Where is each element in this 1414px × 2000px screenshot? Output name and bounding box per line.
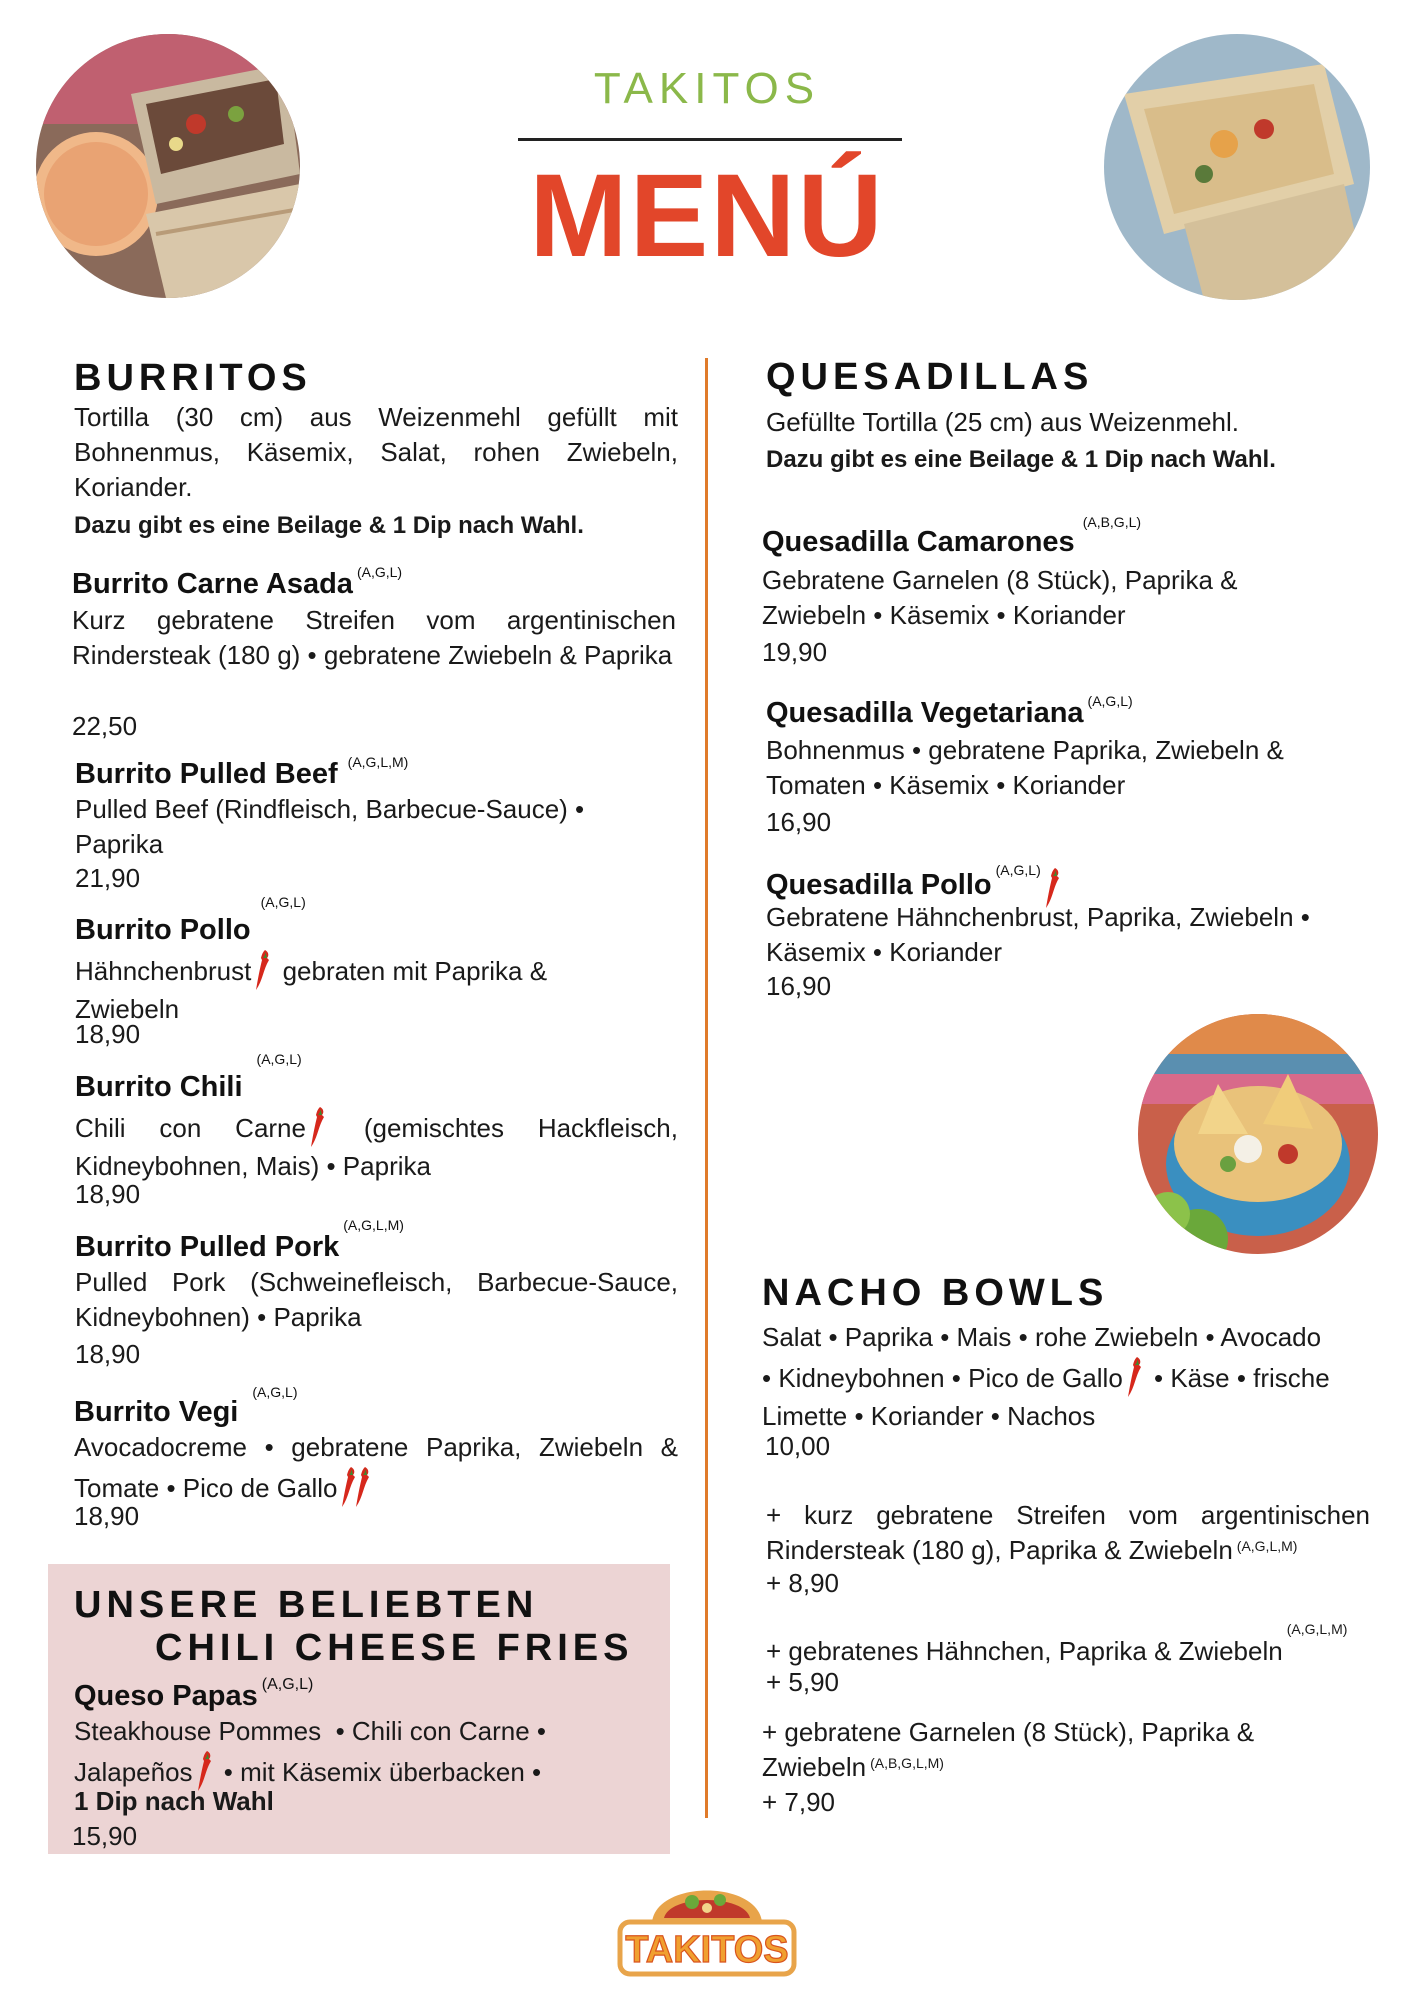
addon-item: + gebratenes Hähnchen, Paprika & Zwiebeln$^{(A,G,L,M)}$: [766, 1621, 1348, 1666]
menu-item-name: Burrito Pollo$^{(A,G,L)}$: [75, 894, 306, 946]
menu-item-price: 18,90: [75, 1339, 141, 1369]
menu-item-description: Chili con Carne (gemischtes Hackfleisch, Kidneybohnen, Mais) • Paprika: [75, 1105, 678, 1184]
menu-item-name: Burrito Chili$^{(A,G,L)}$: [75, 1051, 302, 1103]
menu-item-price: 19,90: [762, 637, 828, 667]
chili-pepper-icon: [353, 1465, 373, 1509]
nacho-bowl-photo: [1138, 1014, 1378, 1254]
nacho-bowls-description: Salat • Paprika • Mais • rohe Zwiebeln • Avocado • Kidneybohnen • Pico de Gallo • Käse • frische Limette • Koriander • Nachos: [762, 1322, 1330, 1431]
chili-pepper-icon: [253, 948, 273, 992]
menu-item-name: Quesadilla Vegetariana $^{(A,G,L)}$: [766, 693, 1133, 729]
allergen-codes: (A,B,G,L): [1082, 514, 1142, 530]
menu-item-description: Pulled Beef (Rindfleisch, Barbecue-Sauce) • Paprika: [75, 794, 585, 859]
chili-pepper-icon: [1125, 1355, 1145, 1399]
menu-item-description: Gebratene Garnelen (8 Stück), Paprika & Zwiebeln • Käsemix • Koriander: [762, 565, 1238, 630]
section-title-fries-line2: CHILI CHEESE FRIES: [155, 1627, 634, 1669]
addon-price: + 5,90: [766, 1667, 840, 1697]
allergen-codes: (A,G,L): [261, 1676, 314, 1693]
section-title-fries-line1: UNSERE BELIEBTEN: [74, 1584, 539, 1626]
menu-item-description-cont: Jalapeños • mit Käsemix überbacken •: [74, 1749, 664, 1793]
menu-item-name: Quesadilla Camarones$^{(A,B,G,L)}$: [762, 514, 1142, 558]
allergen-codes: (A,G,L,M): [347, 754, 409, 770]
allergen-codes: (A,G,L): [1087, 693, 1133, 709]
allergen-codes: (A,B,G,L,M): [870, 1755, 944, 1771]
nacho-bowls-price: 10,00: [765, 1431, 831, 1461]
menu-item-price: 18,90: [75, 1179, 141, 1209]
allergen-codes: (A,G,L): [256, 1051, 302, 1067]
chili-pepper-icon: [308, 1105, 328, 1149]
quesadillas-note: Dazu gibt es eine Beilage & 1 Dip nach Wahl.: [766, 446, 1276, 473]
menu-item-description: Bohnenmus • gebratene Paprika, Zwiebeln & Tomaten • Käsemix • Koriander: [766, 735, 1284, 800]
allergen-codes: (A,G,L): [252, 1384, 298, 1400]
menu-item-price: 16,90: [766, 971, 832, 1001]
allergen-codes: (A,G,L): [260, 894, 306, 910]
title-divider: [518, 138, 902, 141]
menu-item-name: Burrito Pulled Beef $^{(A,G,L,M)}$: [75, 754, 409, 790]
menu-item-name: Burrito Vegi$^{(A,G,L)}$: [74, 1384, 298, 1428]
menu-item-description: Pulled Pork (Schweinefleisch, Barbecue-Sauce, Kidneybohnen) • Paprika: [75, 1267, 678, 1332]
page-title: MENÚ: [529, 150, 885, 282]
menu-item-price: 22,50: [72, 711, 138, 741]
menu-item-description: Avocadocreme • gebratene Paprika, Zwiebeln & Tomate • Pico de Gallo: [74, 1430, 678, 1509]
addon-item: + kurz gebratene Streifen vom argentinischen Rindersteak (180 g), Paprika & Zwiebeln $^{(A,G,L,M)}$: [766, 1500, 1370, 1565]
burritos-description: Tortilla (30 cm) aus Weizenmehl gefüllt mit Bohnenmus, Käsemix, Salat, rohen Zwiebeln, Koriander.: [74, 402, 678, 502]
addon-price: + 8,90: [766, 1568, 840, 1598]
section-title-nacho-bowls: NACHO BOWLS: [762, 1272, 1109, 1314]
logo-text: TAKITOS: [625, 1929, 789, 1971]
addon-price: + 7,90: [762, 1787, 836, 1817]
menu-item-description: Steakhouse Pommes • Chili con Carne •: [74, 1716, 546, 1746]
menu-item-name: Burrito Carne Asada $^{(A,G,L)}$: [72, 564, 403, 600]
burritos-note: Dazu gibt es eine Beilage & 1 Dip nach Wahl.: [74, 512, 584, 539]
column-divider: [705, 358, 708, 1818]
menu-item-name: Quesadilla Pollo $^{(A,G,L)}$: [766, 866, 1065, 910]
menu-item-price: 16,90: [766, 807, 832, 837]
menu-item-name: Queso Papas $^{(A,G,L)}$: [74, 1676, 314, 1712]
allergen-codes: (A,G,L,M): [1236, 1538, 1298, 1554]
section-title-burritos: BURRITOS: [74, 357, 312, 399]
quesadilla-photo: [1104, 34, 1370, 300]
menu-item-description: Kurz gebratene Streifen vom argentinischen Rindersteak (180 g) • gebratene Zwiebeln & Paprika: [72, 605, 676, 670]
menu-item-price: 21,90: [75, 863, 141, 893]
quesadillas-description: Gefüllte Tortilla (25 cm) aus Weizenmehl.: [766, 407, 1240, 437]
allergen-codes: (A,G,L): [356, 564, 403, 580]
section-title-quesadillas: QUESADILLAS: [766, 356, 1094, 398]
menu-item-price: 18,90: [75, 1019, 141, 1049]
allergen-codes: (A,G,L,M): [1286, 1621, 1348, 1637]
addon-item: + gebratene Garnelen (8 Stück), Paprika & Zwiebeln $^{(A,B,G,L,M)}$: [762, 1717, 1255, 1782]
brand-name: TAKITOS: [593, 64, 821, 113]
menu-item-name: Burrito Pulled Pork$^{(A,G,L,M)}$: [75, 1217, 404, 1263]
takitos-logo: [612, 1860, 802, 1982]
allergen-codes: (A,G,L): [995, 862, 1041, 878]
fries-note: 1 Dip nach Wahl: [74, 1786, 274, 1816]
burrito-photo: [36, 34, 300, 298]
menu-item-price: 15,90: [72, 1821, 138, 1851]
menu-item-price: 18,90: [74, 1501, 140, 1531]
menu-item-description: Gebratene Hähnchenbrust, Paprika, Zwiebeln • Käsemix • Koriander: [766, 902, 1310, 967]
allergen-codes: (A,G,L,M): [343, 1217, 404, 1233]
menu-item-description: Hähnchenbrust gebraten mit Paprika & Zwiebeln: [75, 948, 615, 1027]
